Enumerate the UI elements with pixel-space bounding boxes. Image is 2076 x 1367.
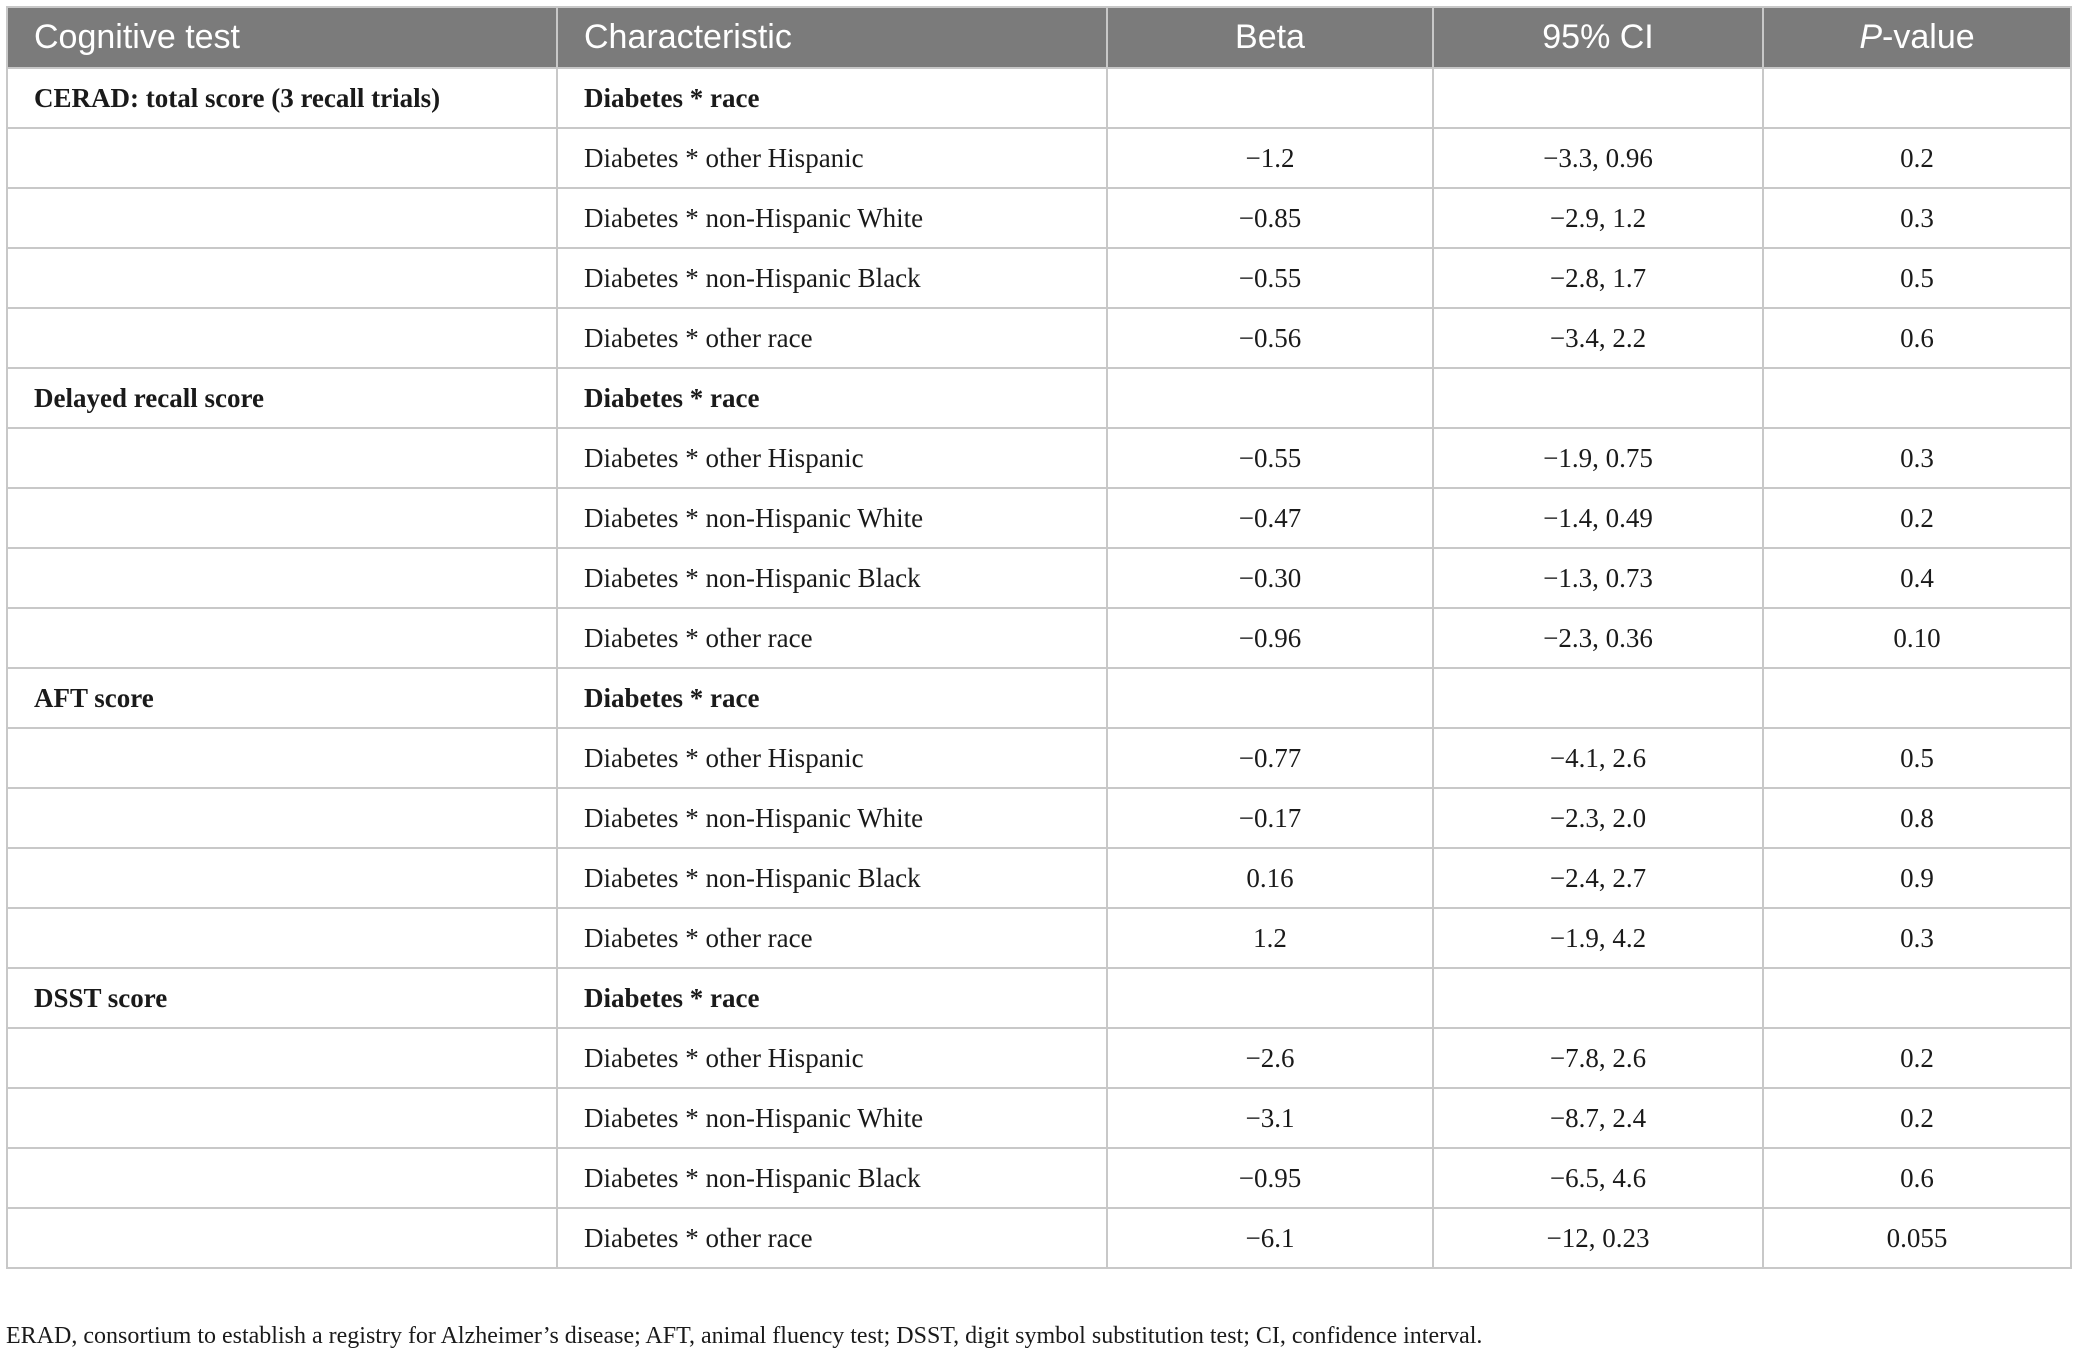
cognitive-test-empty (7, 788, 557, 848)
table-body (7, 68, 2071, 1268)
cognitive-test-empty (7, 1088, 557, 1148)
p-cell-empty (1763, 668, 2071, 728)
p-value-cell: 0.2 (1763, 488, 2071, 548)
group-characteristic: Diabetes * race (557, 368, 1107, 428)
beta-cell-empty (1107, 368, 1433, 428)
header-p-rest: -value (1882, 18, 1975, 56)
group-header-row (7, 368, 2071, 428)
p-value-cell: 0.3 (1763, 428, 2071, 488)
beta-cell: −0.55 (1107, 428, 1433, 488)
cognitive-test-name: CERAD: total score (3 recall trials) (7, 68, 557, 128)
table-row (7, 848, 2071, 908)
group-header-row (7, 968, 2071, 1028)
cognitive-test-empty (7, 1148, 557, 1208)
ci-cell: −1.3, 0.73 (1433, 548, 1763, 608)
cognitive-test-empty (7, 548, 557, 608)
p-value-cell: 0.4 (1763, 548, 2071, 608)
beta-cell: −3.1 (1107, 1088, 1433, 1148)
characteristic-cell: Diabetes * non-Hispanic Black (557, 548, 1107, 608)
header-beta: Beta (1107, 7, 1433, 68)
ci-cell: −2.8, 1.7 (1433, 248, 1763, 308)
beta-cell: −0.77 (1107, 728, 1433, 788)
beta-cell: −0.30 (1107, 548, 1433, 608)
cognitive-test-empty (7, 188, 557, 248)
characteristic-cell: Diabetes * non-Hispanic White (557, 788, 1107, 848)
ci-cell: −1.4, 0.49 (1433, 488, 1763, 548)
ci-cell: −1.9, 4.2 (1433, 908, 1763, 968)
header-p-value (1763, 7, 2071, 68)
p-value-cell: 0.10 (1763, 608, 2071, 668)
p-value-cell: 0.8 (1763, 788, 2071, 848)
ci-cell: −1.9, 0.75 (1433, 428, 1763, 488)
characteristic-cell: Diabetes * other Hispanic (557, 728, 1107, 788)
p-value-cell: 0.2 (1763, 128, 2071, 188)
header-cognitive-test: Cognitive test (7, 7, 557, 68)
group-characteristic: Diabetes * race (557, 968, 1107, 1028)
group-header-row (7, 68, 2071, 128)
ci-cell: −4.1, 2.6 (1433, 728, 1763, 788)
p-value-cell: 0.2 (1763, 1028, 2071, 1088)
cognitive-test-empty (7, 308, 557, 368)
ci-cell: −2.4, 2.7 (1433, 848, 1763, 908)
beta-cell: −1.2 (1107, 128, 1433, 188)
beta-cell-empty (1107, 968, 1433, 1028)
table-row (7, 608, 2071, 668)
table-row (7, 1088, 2071, 1148)
table-footnote: ERAD, consortium to establish a registry for Alzheimer’s disease; AFT, animal fluency test; DSST, digit symbol substitution test; CI, confidence interval. (6, 1323, 1483, 1349)
group-header-row (7, 668, 2071, 728)
p-cell-empty (1763, 368, 2071, 428)
beta-cell: −0.85 (1107, 188, 1433, 248)
characteristic-cell: Diabetes * non-Hispanic Black (557, 848, 1107, 908)
characteristic-cell: Diabetes * other Hispanic (557, 428, 1107, 488)
ci-cell: −3.3, 0.96 (1433, 128, 1763, 188)
header-row (7, 7, 2071, 68)
characteristic-cell: Diabetes * other race (557, 608, 1107, 668)
beta-cell-empty (1107, 68, 1433, 128)
table-row (7, 308, 2071, 368)
characteristic-cell: Diabetes * other race (557, 1208, 1107, 1268)
beta-cell: −0.56 (1107, 308, 1433, 368)
table-row (7, 908, 2071, 968)
cognitive-test-empty (7, 488, 557, 548)
characteristic-cell: Diabetes * non-Hispanic White (557, 488, 1107, 548)
beta-cell: −2.6 (1107, 1028, 1433, 1088)
cognitive-test-empty (7, 428, 557, 488)
table-row (7, 428, 2071, 488)
header-p-italic: P (1859, 18, 1883, 56)
p-value-cell: 0.6 (1763, 308, 2071, 368)
characteristic-cell: Diabetes * non-Hispanic White (557, 188, 1107, 248)
group-characteristic: Diabetes * race (557, 68, 1107, 128)
ci-cell: −6.5, 4.6 (1433, 1148, 1763, 1208)
characteristic-cell: Diabetes * non-Hispanic Black (557, 248, 1107, 308)
cognitive-test-name: DSST score (7, 968, 557, 1028)
characteristic-cell: Diabetes * other Hispanic (557, 128, 1107, 188)
ci-cell-empty (1433, 68, 1763, 128)
p-value-cell: 0.6 (1763, 1148, 2071, 1208)
p-value-cell: 0.3 (1763, 908, 2071, 968)
results-table-container (6, 6, 2070, 1269)
cognitive-test-empty (7, 728, 557, 788)
results-table (6, 6, 2072, 1269)
beta-cell: −6.1 (1107, 1208, 1433, 1268)
group-characteristic: Diabetes * race (557, 668, 1107, 728)
cognitive-test-empty (7, 1208, 557, 1268)
p-value-cell: 0.5 (1763, 728, 2071, 788)
ci-cell: −3.4, 2.2 (1433, 308, 1763, 368)
ci-cell-empty (1433, 668, 1763, 728)
ci-cell: −2.3, 2.0 (1433, 788, 1763, 848)
ci-cell-empty (1433, 968, 1763, 1028)
cognitive-test-empty (7, 908, 557, 968)
ci-cell: −2.3, 0.36 (1433, 608, 1763, 668)
ci-cell: −8.7, 2.4 (1433, 1088, 1763, 1148)
table-row (7, 548, 2071, 608)
table-row (7, 488, 2071, 548)
ci-cell: −2.9, 1.2 (1433, 188, 1763, 248)
cognitive-test-empty (7, 1028, 557, 1088)
ci-cell-empty (1433, 368, 1763, 428)
p-value-cell: 0.5 (1763, 248, 2071, 308)
ci-cell: −7.8, 2.6 (1433, 1028, 1763, 1088)
characteristic-cell: Diabetes * other race (557, 308, 1107, 368)
beta-cell: −0.55 (1107, 248, 1433, 308)
p-cell-empty (1763, 68, 2071, 128)
beta-cell: −0.96 (1107, 608, 1433, 668)
beta-cell: 0.16 (1107, 848, 1433, 908)
p-cell-empty (1763, 968, 2071, 1028)
beta-cell: −0.17 (1107, 788, 1433, 848)
cognitive-test-empty (7, 848, 557, 908)
cognitive-test-name: Delayed recall score (7, 368, 557, 428)
table-header (7, 7, 2071, 68)
p-value-cell: 0.3 (1763, 188, 2071, 248)
beta-cell: 1.2 (1107, 908, 1433, 968)
table-row (7, 728, 2071, 788)
beta-cell-empty (1107, 668, 1433, 728)
cognitive-test-name: AFT score (7, 668, 557, 728)
p-value-cell: 0.9 (1763, 848, 2071, 908)
cognitive-test-empty (7, 128, 557, 188)
header-ci: 95% CI (1433, 7, 1763, 68)
characteristic-cell: Diabetes * non-Hispanic White (557, 1088, 1107, 1148)
header-characteristic: Characteristic (557, 7, 1107, 68)
table-row (7, 788, 2071, 848)
beta-cell: −0.95 (1107, 1148, 1433, 1208)
table-row (7, 1148, 2071, 1208)
characteristic-cell: Diabetes * non-Hispanic Black (557, 1148, 1107, 1208)
cognitive-test-empty (7, 608, 557, 668)
characteristic-cell: Diabetes * other Hispanic (557, 1028, 1107, 1088)
beta-cell: −0.47 (1107, 488, 1433, 548)
table-row (7, 1028, 2071, 1088)
table-row (7, 1208, 2071, 1268)
cognitive-test-empty (7, 248, 557, 308)
table-row (7, 188, 2071, 248)
ci-cell: −12, 0.23 (1433, 1208, 1763, 1268)
table-row (7, 248, 2071, 308)
p-value-cell: 0.2 (1763, 1088, 2071, 1148)
table-row (7, 128, 2071, 188)
characteristic-cell: Diabetes * other race (557, 908, 1107, 968)
p-value-cell: 0.055 (1763, 1208, 2071, 1268)
